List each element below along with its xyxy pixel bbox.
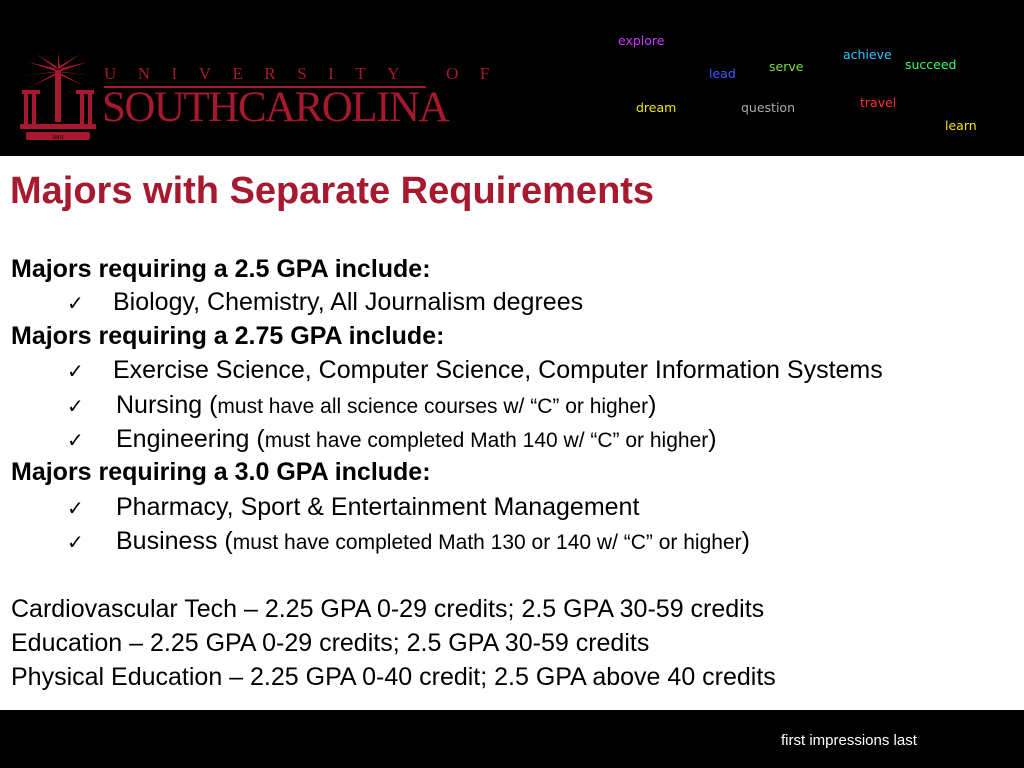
requirement-physical-education: Physical Education – 2.25 GPA 0-40 credit; 2.5 GPA above 40 credits (11, 663, 776, 691)
bullet-close: ) (741, 527, 750, 555)
bullet-nursing (67, 390, 656, 420)
footer-bar (0, 710, 1024, 768)
checkmark-icon: ✓ (67, 496, 84, 520)
word-succeed: succeed (905, 57, 957, 72)
checkmark-icon: ✓ (67, 394, 84, 418)
footer-tagline: first impressions last (781, 732, 917, 749)
checkmark-icon: ✓ (67, 428, 84, 452)
word-question: question (741, 100, 796, 115)
bullet-note: must have completed Math 140 w/ “C” or higher (264, 429, 709, 452)
checkmark-icon: ✓ (67, 359, 84, 383)
word-dream: dream (636, 100, 677, 115)
requirement-education: Education – 2.25 GPA 0-29 credits; 2.5 GPA 30-59 credits (11, 629, 650, 657)
logo-south-carolina: SOUTHCAROLINA (102, 84, 448, 131)
bullet-exercise-computer-science (67, 355, 883, 385)
section-heading-2-5-gpa: Majors requiring a 2.5 GPA include: (11, 255, 431, 283)
bullet-pharmacy-sport (67, 492, 639, 522)
slide-title: Majors with Separate Requirements (10, 170, 655, 212)
section-heading-3-0-gpa: Majors requiring a 3.0 GPA include: (11, 458, 431, 486)
bullet-note: must have completed Math 130 or 140 w/ “C” or higher (232, 531, 742, 554)
bullet-text: Nursing ( (116, 391, 218, 419)
checkmark-icon: ✓ (67, 530, 84, 554)
word-travel: travel (860, 95, 897, 110)
bullet-text: Business ( (116, 527, 233, 555)
emblem-year: 1801 (52, 135, 64, 141)
bullet-note: must have all science courses w/ “C” or higher (217, 395, 649, 418)
header-banner (0, 0, 1024, 156)
bullet-text: Exercise Science, Computer Science, Computer Information Systems (113, 356, 883, 384)
word-achieve: achieve (843, 47, 892, 62)
word-learn: learn (945, 118, 977, 133)
bullet-text: Pharmacy, Sport & Entertainment Management (116, 493, 640, 521)
checkmark-icon: ✓ (67, 291, 84, 315)
word-lead: lead (709, 66, 736, 81)
bullet-text: Engineering ( (116, 425, 265, 453)
word-serve: serve (769, 59, 804, 74)
word-explore: explore (618, 33, 665, 48)
requirement-cardiovascular-tech: Cardiovascular Tech – 2.25 GPA 0-29 credits; 2.5 GPA 30-59 credits (11, 595, 765, 623)
bullet-business (67, 526, 750, 556)
bullet-close: ) (648, 391, 657, 419)
bullet-close: ) (708, 425, 717, 453)
palmetto-emblem-icon (18, 52, 98, 142)
section-heading-2-75-gpa: Majors requiring a 2.75 GPA include: (11, 322, 445, 350)
bullet-biology-chemistry-journalism (67, 287, 583, 317)
bullet-text: Biology, Chemistry, All Journalism degrees (113, 288, 584, 316)
logo-university-of: UNIVERSITY OF (104, 64, 511, 83)
bullet-engineering (67, 424, 717, 454)
